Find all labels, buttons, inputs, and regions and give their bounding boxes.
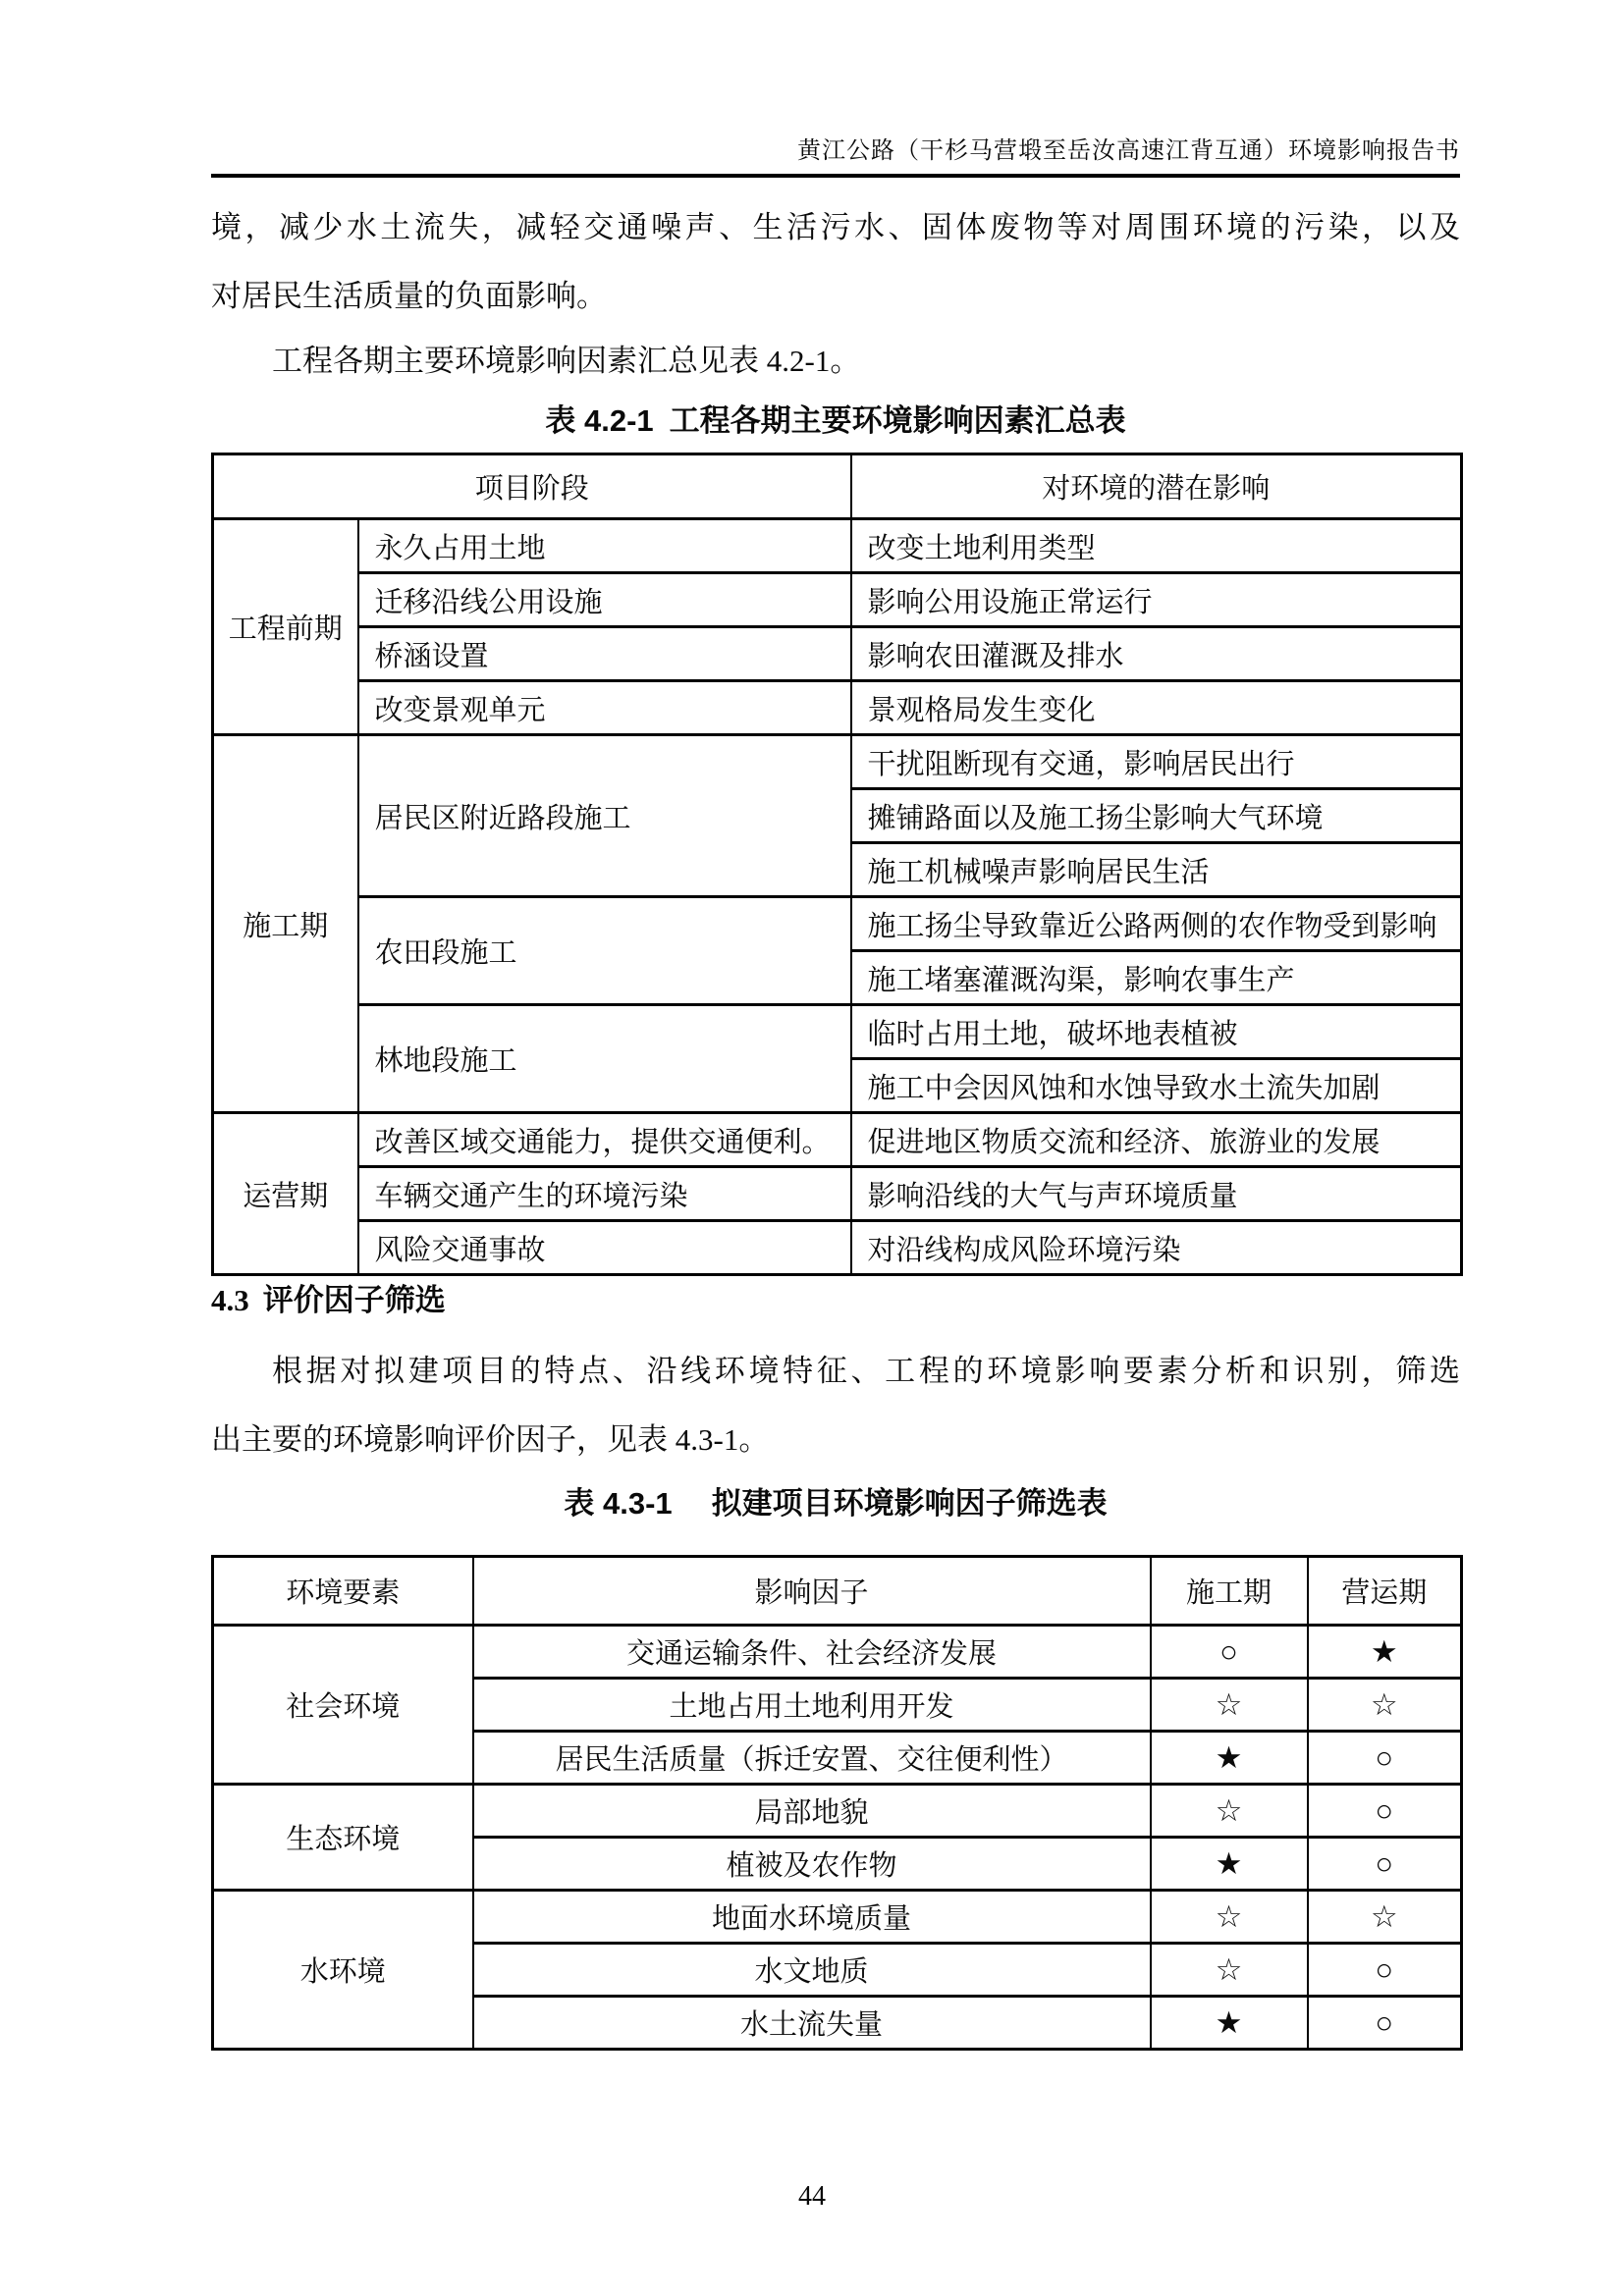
table2-header-factor: 影响因子 [473, 1557, 1151, 1626]
page-number: 44 [798, 2181, 826, 2212]
construction-mark: ★ [1151, 1732, 1308, 1785]
table-4-3-1 [211, 1555, 1463, 2051]
factor-cell: 水文地质 [473, 1944, 1151, 1997]
impact-cell: 改变土地利用类型 [851, 519, 1462, 573]
content-area [211, 0, 1460, 2051]
impact-cell: 对沿线构成风险环境污染 [851, 1221, 1462, 1275]
operation-mark: ○ [1308, 1785, 1462, 1838]
factor-cell: 局部地貌 [473, 1785, 1151, 1838]
table1-header-stage: 项目阶段 [213, 454, 851, 519]
section-number: 4.3 [211, 1283, 249, 1317]
impact-cell: 施工中会因风蚀和水蚀导致水土流失加剧 [851, 1059, 1462, 1113]
impact-cell: 施工机械噪声影响居民生活 [851, 843, 1462, 897]
activity-cell: 风险交通事故 [358, 1221, 851, 1275]
construction-mark: ★ [1151, 1838, 1308, 1891]
stage-cell: 施工期 [213, 735, 358, 1113]
activity-cell: 林地段施工 [358, 1005, 851, 1113]
impact-cell: 干扰阻断现有交通，影响居民出行 [851, 735, 1462, 789]
factor-group-cell: 生态环境 [213, 1785, 473, 1891]
paragraph-3-line-1: 根据对拟建项目的特点、沿线环境特征、工程的环境影响要素分析和识别，筛选 [272, 1354, 1460, 1388]
operation-mark: ☆ [1308, 1891, 1462, 1944]
page-header [211, 0, 1460, 178]
impact-cell: 影响农田灌溉及排水 [851, 627, 1462, 681]
operation-mark: ○ [1308, 1997, 1462, 2050]
factor-cell: 居民生活质量（拆迁安置、交往便利性） [473, 1732, 1151, 1785]
activity-cell: 迁移沿线公用设施 [358, 573, 851, 627]
factor-cell: 地面水环境质量 [473, 1891, 1151, 1944]
impact-cell: 促进地区物质交流和经济、旅游业的发展 [851, 1113, 1462, 1167]
table-4-3-1-caption: 拟建项目环境影响因子筛选表 [711, 1486, 1108, 1521]
table2-header-element: 环境要素 [213, 1557, 473, 1626]
paragraph-1-line-1: 境，减少水土流失，减轻交通噪声、生活污水、固体废物等对周围环境的污染，以及 [211, 210, 1460, 244]
operation-mark: ○ [1308, 1944, 1462, 1997]
section-heading-4-3 [211, 1278, 1460, 1323]
impact-cell: 影响公用设施正常运行 [851, 573, 1462, 627]
header-rule [211, 174, 1460, 178]
activity-cell: 居民区附近路段施工 [358, 735, 851, 897]
factor-cell: 土地占用土地利用开发 [473, 1679, 1151, 1732]
paragraph-3-line-2: 出主要的环境影响评价因子，见表 4.3-1。 [211, 1422, 770, 1457]
construction-mark: ☆ [1151, 1891, 1308, 1944]
activity-cell: 农田段施工 [358, 897, 851, 1005]
table-4-3-1-title [211, 1480, 1460, 1527]
operation-mark: ☆ [1308, 1679, 1462, 1732]
activity-cell: 桥涵设置 [358, 627, 851, 681]
activity-cell: 改变景观单元 [358, 681, 851, 735]
impact-cell: 施工扬尘导致靠近公路两侧的农作物受到影响 [851, 897, 1462, 951]
table-4-2-1-title [211, 398, 1460, 445]
impact-cell: 影响沿线的大气与声环境质量 [851, 1167, 1462, 1221]
table2-header-operation: 营运期 [1308, 1557, 1462, 1626]
activity-cell: 车辆交通产生的环境污染 [358, 1167, 851, 1221]
factor-cell: 水土流失量 [473, 1997, 1151, 2050]
paragraph-2: 工程各期主要环境影响因素汇总见表 4.2-1。 [272, 344, 861, 378]
impact-cell: 施工堵塞灌溉沟渠，影响农事生产 [851, 951, 1462, 1005]
paragraph-1 [211, 193, 1460, 331]
activity-cell: 改善区域交通能力，提供交通便利。 [358, 1113, 851, 1167]
table1-header-impact: 对环境的潜在影响 [851, 454, 1462, 519]
header-title: 黄江公路（干杉马营塅至岳汝高速江背互通）环境影响报告书 [797, 138, 1460, 164]
operation-mark: ○ [1308, 1732, 1462, 1785]
table2-header-construction: 施工期 [1151, 1557, 1308, 1626]
impact-cell: 临时占用土地，破坏地表植被 [851, 1005, 1462, 1059]
factor-group-cell: 社会环境 [213, 1626, 473, 1785]
construction-mark: ☆ [1151, 1944, 1308, 1997]
paragraph-3 [211, 1337, 1460, 1474]
factor-cell: 交通运输条件、社会经济发展 [473, 1626, 1151, 1679]
operation-mark: ★ [1308, 1626, 1462, 1679]
factor-cell: 植被及农作物 [473, 1838, 1151, 1891]
construction-mark: ○ [1151, 1626, 1308, 1679]
stage-cell: 工程前期 [213, 519, 358, 735]
section-title: 评价因子筛选 [262, 1283, 446, 1317]
construction-mark: ☆ [1151, 1679, 1308, 1732]
factor-group-cell: 水环境 [213, 1891, 473, 2050]
construction-mark: ★ [1151, 1997, 1308, 2050]
construction-mark: ☆ [1151, 1785, 1308, 1838]
table-4-2-1-label: 表 4.2-1 [545, 403, 654, 438]
table-4-2-1-caption: 工程各期主要环境影响因素汇总表 [669, 403, 1126, 438]
impact-cell: 摊铺路面以及施工扬尘影响大气环境 [851, 789, 1462, 843]
operation-mark: ○ [1308, 1838, 1462, 1891]
impact-cell: 景观格局发生变化 [851, 681, 1462, 735]
paragraph-1-line-2: 对居民生活质量的负面影响。 [211, 279, 607, 313]
table-4-2-1 [211, 453, 1463, 1276]
stage-cell: 运营期 [213, 1113, 358, 1275]
table-4-3-1-label: 表 4.3-1 [564, 1486, 673, 1521]
activity-cell: 永久占用土地 [358, 519, 851, 573]
